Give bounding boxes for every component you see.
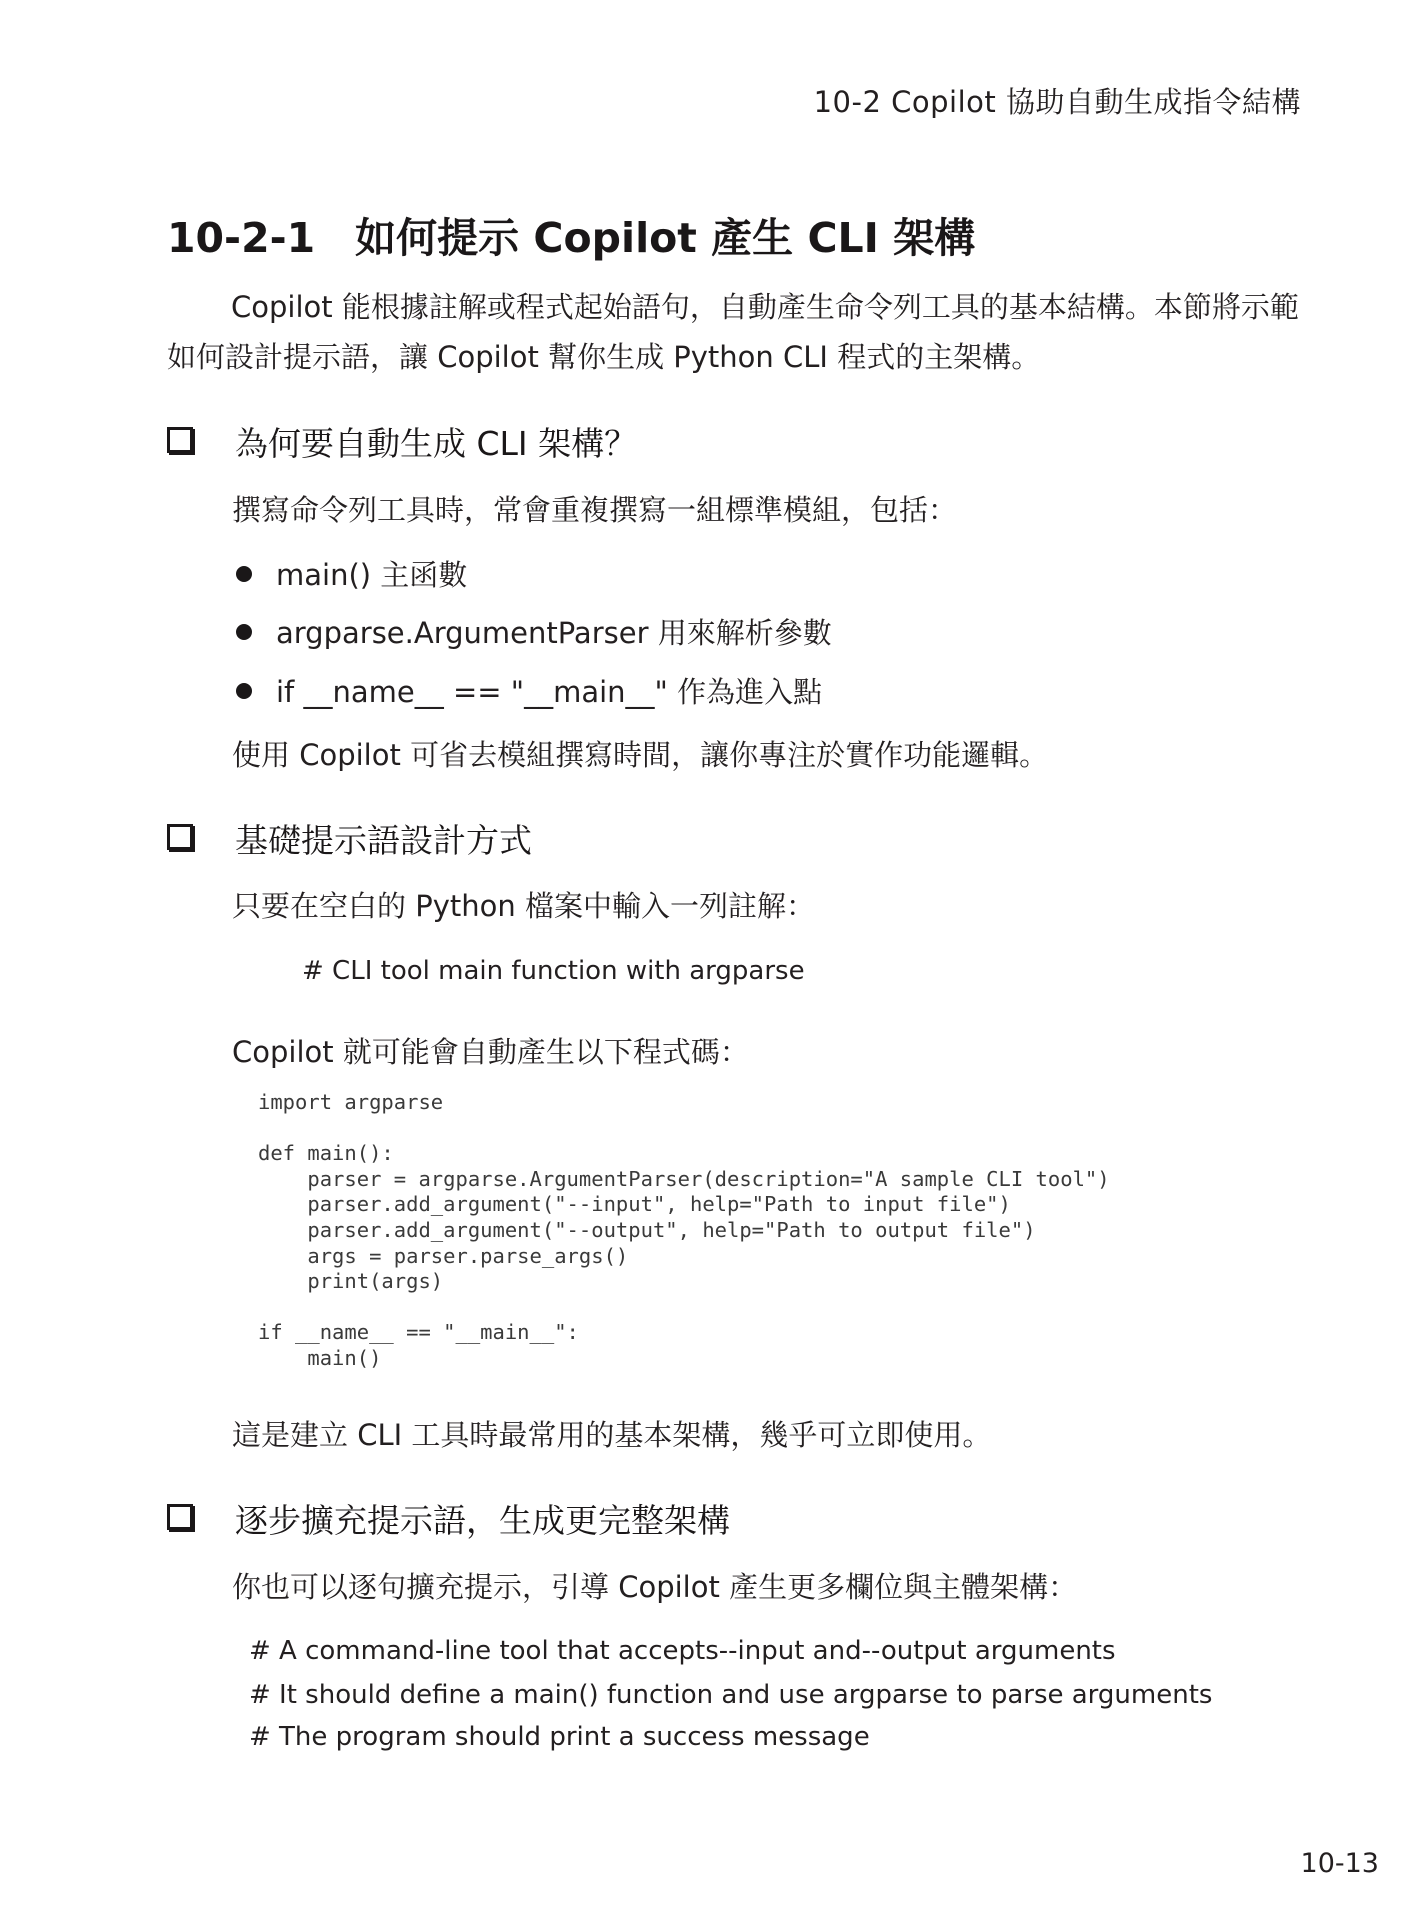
- list-item: [236, 670, 822, 711]
- list-item-text: argparse.ArgumentParser 用來解析參數: [276, 616, 832, 650]
- checkbox-bullet-icon: [167, 1504, 193, 1530]
- page-number: 10-13: [1300, 1848, 1379, 1879]
- prompt-comment: # The program should print a success message: [249, 1722, 870, 1752]
- running-header: 10-2 Copilot 協助自動生成指令結構: [813, 85, 1301, 119]
- list-item-text: if __name__ == "__main__" 作為進入點: [276, 675, 823, 709]
- list-item: [236, 553, 467, 594]
- basic-lead: 只要在空白的 Python 檔案中輸入一列註解：: [232, 889, 815, 923]
- section-number: 10-2-1: [167, 214, 316, 262]
- code-intro: Copilot 就可能會自動產生以下程式碼：: [232, 1035, 749, 1069]
- checkbox-bullet-icon: [167, 824, 193, 850]
- subheading-expand: [167, 1495, 730, 1542]
- checkbox-bullet-icon: [167, 427, 193, 453]
- list-item-text: main() 主函數: [276, 558, 468, 592]
- list-item: [236, 611, 832, 652]
- subheading-basic: [167, 815, 532, 862]
- why-lead: 撰寫命令列工具時，常會重複撰寫一組標準模組，包括：: [232, 493, 958, 527]
- basic-conclusion: 這是建立 CLI 工具時最常用的基本架構，幾乎可立即使用。: [232, 1418, 992, 1452]
- bullet-dot-icon: [236, 624, 252, 640]
- subheading-expand-text: 逐步擴充提示語，生成更完整架構: [235, 1501, 730, 1540]
- subheading-why-text: 為何要自動生成 CLI 架構？: [235, 424, 638, 463]
- code-block: import argparse def main(): parser = argparse.ArgumentParser(description="A sample CLI tool") parser.add_argument("--input", help="Path to input file") parser.add_argument("--output", help="Path to output file") args = parser.parse_args() print(args) if __name__ == "__main__": main(): [258, 1090, 1110, 1370]
- prompt-comment: # CLI tool main function with argparse: [302, 956, 805, 986]
- prompt-comment: # It should define a main() function and use argparse to parse arguments: [249, 1680, 1213, 1710]
- subheading-why: [167, 418, 637, 465]
- section-title: [167, 205, 975, 264]
- subheading-basic-text: 基礎提示語設計方式: [235, 821, 532, 860]
- expand-lead: 你也可以逐句擴充提示，引導 Copilot 產生更多欄位與主體架構：: [232, 1570, 1078, 1604]
- bullet-dot-icon: [236, 566, 252, 582]
- bullet-dot-icon: [236, 683, 252, 699]
- intro-paragraph: Copilot 能根據註解或程式起始語句，自動產生命令列工具的基本結構。本節將示範如何設計提示語，讓 Copilot 幫你生成 Python CLI 程式的主架構。: [167, 290, 1299, 374]
- why-conclusion: 使用 Copilot 可省去模組撰寫時間，讓你專注於實作功能邏輯。: [232, 738, 1049, 772]
- section-title-text: 如何提示 Copilot 產生 CLI 架構: [355, 214, 976, 262]
- prompt-comment: # A command-line tool that accepts--input and--output arguments: [249, 1636, 1116, 1666]
